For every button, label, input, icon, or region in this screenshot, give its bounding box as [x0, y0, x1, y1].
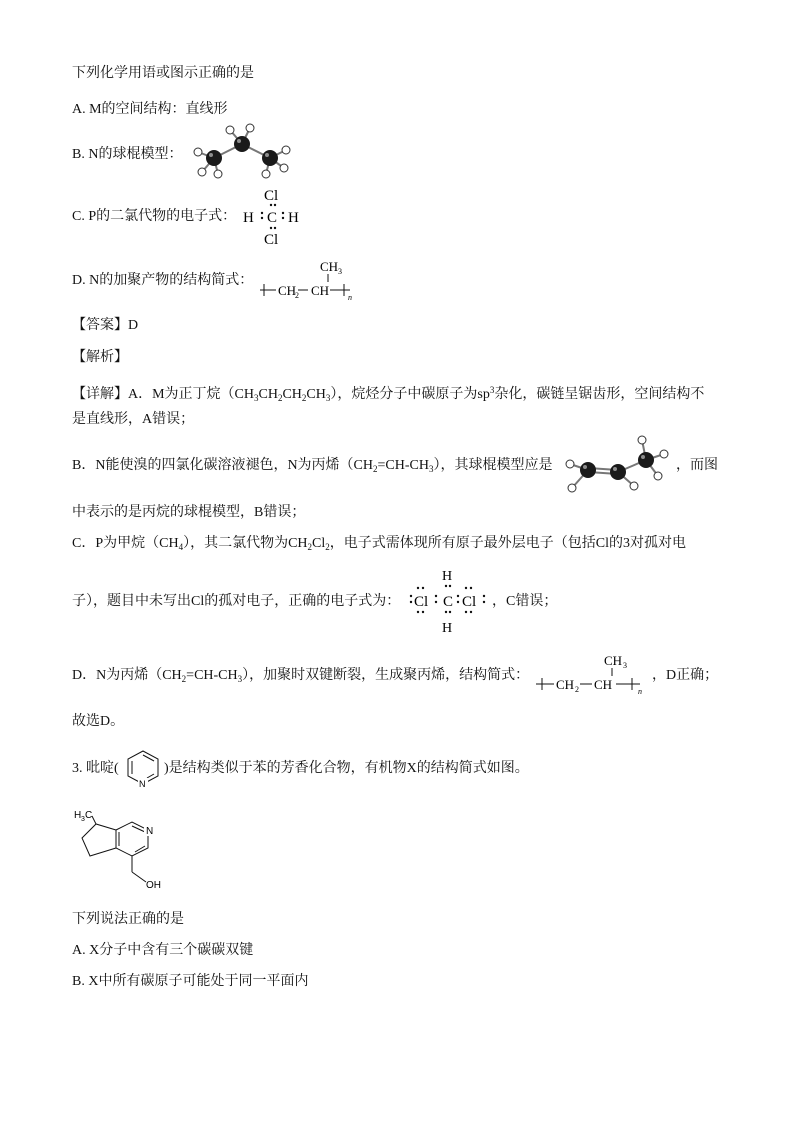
- answer-line: [72, 316, 138, 336]
- pyridine-structure: [123, 748, 163, 788]
- dichloromethane-correct-electron-formula: [408, 566, 490, 636]
- detail-c-tail: ，C错误；: [492, 594, 558, 609]
- svg-text:3: 3: [338, 267, 342, 276]
- svg-text:H: H: [442, 621, 453, 636]
- ch-group: CH: [311, 283, 330, 298]
- q3-stem-pre: 3. 吡啶(: [72, 761, 119, 776]
- propene-ball-stick-model: [558, 434, 672, 496]
- q2-stem: 下列化学用语或图示正确的是: [72, 66, 254, 81]
- q2-option-c: C. P的二氯代物的电子式：: [72, 209, 237, 224]
- ch2-group: CH: [278, 283, 297, 298]
- q3-option-b: B. X中所有碳原子可能处于同一平面内: [72, 974, 309, 989]
- detail-d-line1: D．N为丙烯$(CH_2=CH-CH_3)$，加聚时双键断裂，生成聚丙烯，结构简式：: [72, 668, 530, 684]
- cl-bottom: Cl: [264, 232, 279, 248]
- svg-text:C: C: [85, 810, 93, 821]
- svg-text:N: N: [139, 779, 146, 788]
- analysis-label: 【解析】: [72, 350, 128, 365]
- cl-top: Cl: [264, 188, 279, 204]
- svg-text:Cl: Cl: [414, 594, 429, 610]
- oh-label: OH: [146, 880, 161, 891]
- detail-c-line1: C．P为甲烷$(CH_4)$，其二氯代物为$CH_2Cl_2$，电子式需体现所有原子最外层电子（包括Cl的3对孤对电: [72, 536, 686, 552]
- dichloromethane-electron-formula-option-c: [238, 184, 308, 250]
- detail-b-tail: ，而图: [676, 458, 718, 473]
- svg-text:H: H: [442, 569, 453, 584]
- svg-text:C: C: [443, 594, 454, 610]
- propane-ball-stick-model: [188, 122, 298, 182]
- svg-text:CH: CH: [556, 677, 575, 692]
- svg-text:3: 3: [81, 816, 85, 823]
- polypropylene-structure-option-d: [256, 254, 356, 300]
- h3c-label: H: [74, 810, 82, 821]
- svg-text:n: n: [638, 687, 642, 694]
- svg-text:2: 2: [575, 685, 579, 694]
- q3-stem-post: )是结构类似于苯的芳香化合物，有机物X的结构简式如图。: [164, 761, 529, 776]
- svg-text:3: 3: [623, 661, 627, 670]
- c-center: C: [267, 210, 278, 226]
- h-right: H: [288, 210, 299, 226]
- svg-text:CH: CH: [604, 653, 623, 668]
- q3-option-a: A. X分子中含有三个碳碳双键: [72, 943, 254, 958]
- q3-ask: 下列说法正确的是: [72, 912, 184, 927]
- svg-text:Cl: Cl: [462, 594, 477, 610]
- compound-x-structure: [70, 804, 180, 900]
- svg-text:2: 2: [295, 291, 299, 300]
- q2-option-b: B. N的球棍模型：: [72, 147, 183, 162]
- detail-d-tail: ，D正确；: [652, 668, 719, 683]
- detail-a-line2: 是直线形，A错误；: [72, 412, 195, 427]
- svg-text:n: n: [348, 293, 352, 300]
- q2-option-d: D. N的加聚产物的结构简式：: [72, 273, 254, 288]
- answer-label: 【答案】: [72, 318, 128, 333]
- detail-b-line2: 中表示的是丙烷的球棍模型，B错误；: [72, 505, 306, 520]
- conclusion: 故选D。: [72, 714, 125, 729]
- detail-label: 【详解】: [72, 387, 128, 402]
- detail-a-line1: 【详解】A．M为正丁烷$(CH_3CH_2CH_2CH_3)$，烷烃分子中碳原子为$sp^3$杂化，碳链呈锯齿形，空间结构不: [72, 385, 705, 403]
- answer-value: D: [128, 318, 139, 333]
- detail-c-line2: 子），题目中未写出Cl的孤对电子，正确的电子式为：: [72, 594, 401, 609]
- q2-option-a: A. M的空间结构：直线形: [72, 102, 228, 117]
- h-left: H: [243, 210, 254, 226]
- ch3-group: CH: [320, 259, 339, 274]
- ring-n: N: [146, 826, 154, 837]
- polypropylene-structure-detail: [532, 648, 648, 694]
- svg-text:CH: CH: [594, 677, 613, 692]
- detail-b-line1: B．N能使溴的四氯化碳溶液褪色，N为丙烯$(CH_2=CH-CH_3)$，其球棍模型应是: [72, 458, 553, 474]
